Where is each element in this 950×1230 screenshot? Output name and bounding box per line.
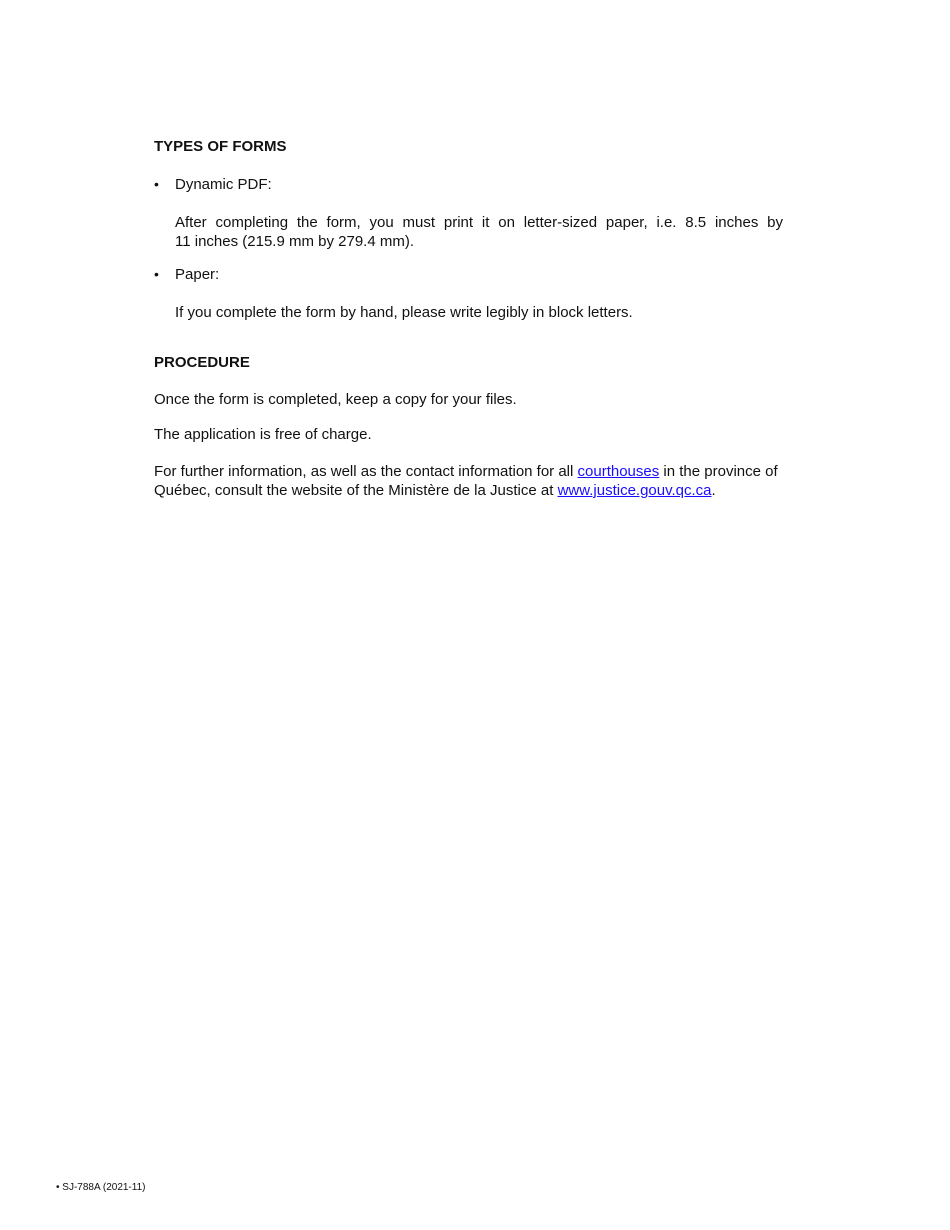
courthouses-link[interactable]: courthouses [577, 463, 660, 480]
types-of-forms-heading: TYPES OF FORMS [154, 138, 287, 155]
procedure-paragraph-3-line-2 [154, 481, 716, 500]
justice-website-link[interactable]: www.justice.gouv.qc.ca [557, 482, 712, 499]
text: in the province of [659, 463, 778, 480]
text: For further information, as well as the contact information for all [154, 463, 578, 480]
dynamic-pdf-text-line-1: After completing the form, you must print it on letter-sized paper, i.e. 8.5 inches by [175, 214, 783, 231]
bullet-icon: • [154, 176, 159, 192]
form-code-footer: • SJ-788A (2021-11) [56, 1182, 146, 1193]
paper-text: If you complete the form by hand, please write legibly in block letters. [175, 304, 633, 321]
dynamic-pdf-label: Dynamic PDF: [175, 176, 272, 193]
procedure-paragraph-3-line-1 [154, 462, 778, 481]
procedure-paragraph-1: Once the form is completed, keep a copy for your files. [154, 391, 517, 408]
text: . [711, 482, 716, 499]
procedure-paragraph-2: The application is free of charge. [154, 426, 372, 443]
text: Québec, consult the website of the Ministère de la Justice at [154, 482, 558, 499]
dynamic-pdf-text-line-2: 11 inches (215.9 mm by 279.4 mm). [175, 233, 414, 250]
procedure-heading: PROCEDURE [154, 354, 250, 371]
paper-label: Paper: [175, 266, 220, 283]
bullet-icon: • [154, 266, 159, 282]
